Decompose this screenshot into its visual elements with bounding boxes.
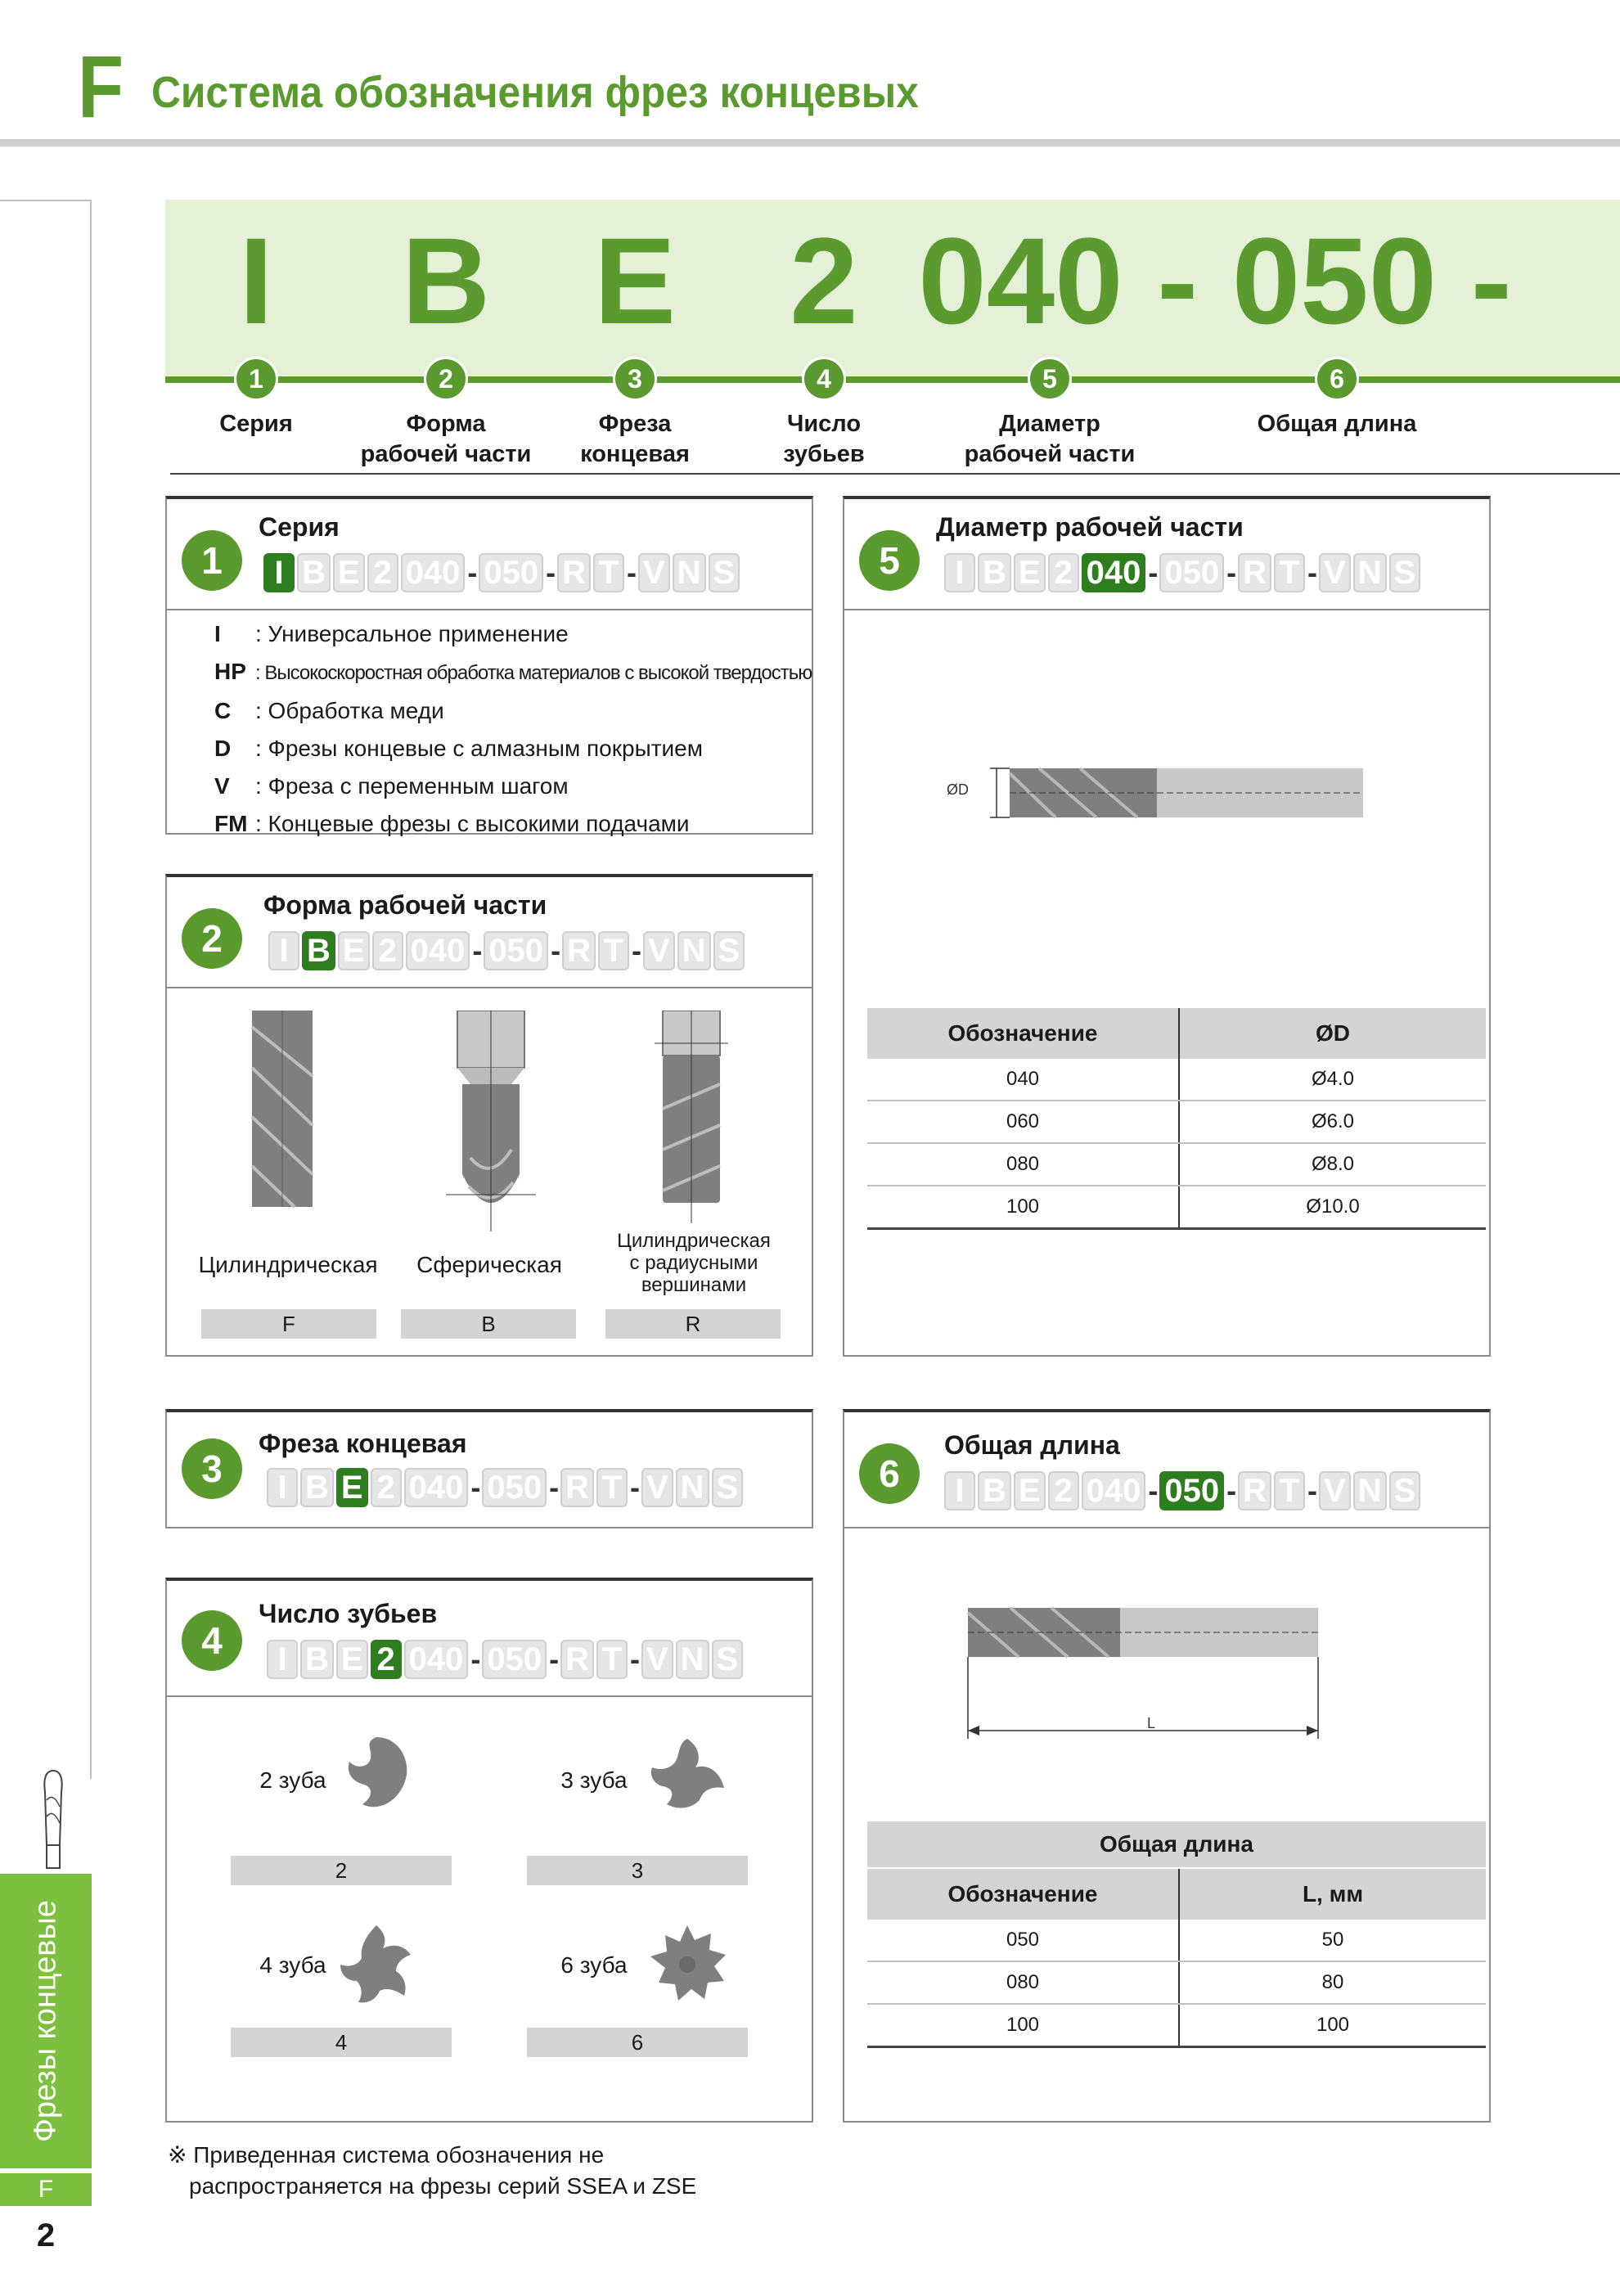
section-header	[167, 499, 812, 610]
code-chip: R	[560, 1468, 594, 1507]
code-segment-shape: B	[401, 212, 491, 349]
six-flute-icon	[642, 1919, 732, 2009]
flute-code-6: 6	[527, 2028, 748, 2057]
code-chip: S	[712, 1468, 744, 1507]
shape-label-cylindrical: Цилиндрическая	[198, 1252, 378, 1277]
page-number: 2	[36, 2217, 56, 2253]
code-chip: 040	[401, 553, 466, 592]
band-bottom-rule	[170, 473, 1620, 475]
section-title: Серия	[259, 512, 340, 542]
code-chip: I	[263, 553, 295, 592]
code-chip: 050	[484, 931, 548, 970]
sidebar-section-letter: F	[0, 2173, 92, 2206]
code-chip: I	[267, 1640, 298, 1679]
cylindrical-tool-icon	[245, 1011, 319, 1215]
code-chip: I	[944, 1471, 975, 1510]
code-chip: 040	[1082, 1471, 1146, 1510]
sidebar-frame	[0, 200, 92, 1779]
code-separator: -	[1226, 1474, 1237, 1507]
section-number: 2	[182, 908, 242, 969]
section-header	[844, 499, 1489, 610]
header-divider	[0, 139, 1620, 146]
position-label-1: Серия	[219, 411, 293, 437]
code-separator: -	[549, 1642, 560, 1676]
list-item: V : Фреза с переменным шагом	[214, 773, 569, 799]
table-row: 080 80	[867, 1961, 1486, 2004]
table-row: 080 Ø8.0	[867, 1143, 1486, 1186]
code-chips	[267, 1638, 745, 1681]
code-chip: 040	[406, 931, 470, 970]
code-chip: S	[1389, 1471, 1421, 1510]
code-chip: T	[1274, 553, 1305, 592]
code-separator: -	[470, 1470, 481, 1504]
table-header: Обозначение	[867, 1868, 1179, 1920]
position-number-1: 1	[234, 357, 278, 401]
code-segment-diameter-length: 040 - 050 -	[918, 212, 1512, 349]
flute-code-3: 3	[527, 1856, 748, 1885]
code-separator: -	[549, 1470, 560, 1504]
code-chip: T	[1274, 1471, 1305, 1510]
code-segment-series: I	[239, 212, 273, 349]
section-title: Число зубьев	[259, 1599, 438, 1628]
length-table	[867, 1867, 1486, 2048]
code-chip: V	[1319, 553, 1351, 592]
section-number: 1	[182, 530, 242, 591]
code-chip: 040	[1082, 553, 1146, 592]
flute-code-4: 4	[231, 2028, 452, 2057]
code-chip: 050	[1159, 1471, 1224, 1510]
diameter-dimension-label: ØD	[947, 781, 969, 798]
shape-code-ball: B	[401, 1309, 576, 1339]
code-chip: N	[1353, 553, 1387, 592]
flute-label-4: 4 зуба	[259, 1952, 326, 1978]
table-row: 100 100	[867, 2004, 1486, 2047]
code-separator: -	[1148, 556, 1159, 589]
list-item: FM : Концевые фрезы с высокими подачами	[214, 811, 690, 836]
code-chip: 2	[1048, 553, 1079, 592]
section-title: Форма рабочей части	[263, 890, 547, 920]
section-tool-type	[165, 1409, 813, 1528]
code-chip: 2	[371, 1468, 402, 1507]
code-chip: I	[268, 931, 299, 970]
sidebar-category-label: Фрезы концевые	[28, 1900, 63, 2142]
diameter-tool-drawing	[941, 757, 1375, 831]
code-segment-flutes: 2	[790, 212, 858, 349]
code-separator: -	[551, 934, 561, 967]
shape-code-cylindrical: F	[201, 1309, 376, 1339]
list-item: D : Фрезы концевые с алмазным покрытием	[214, 736, 703, 761]
footnote: ※ Приведенная система обозначения не распространяется на фрезы серий SSEA и ZSE	[168, 2142, 697, 2199]
code-chip: E	[333, 553, 365, 592]
code-chips	[944, 551, 1423, 594]
code-separator: -	[626, 556, 637, 589]
code-chip: N	[676, 1468, 709, 1507]
corner-radius-tool-icon	[655, 1011, 728, 1223]
end-mill-icon	[37, 1767, 70, 1870]
flute-label-3: 3 зуба	[560, 1767, 628, 1793]
position-label-2: Форма рабочей части	[360, 411, 532, 467]
code-chip: B	[978, 1471, 1011, 1510]
code-separator: -	[1307, 556, 1317, 589]
position-label-3: Фреза концевая	[580, 411, 690, 467]
code-separator: -	[629, 1470, 640, 1504]
code-separator: -	[470, 1642, 481, 1676]
code-chip: S	[712, 1640, 744, 1679]
list-item: C : Обработка меди	[214, 698, 444, 723]
two-flute-icon	[340, 1731, 413, 1821]
four-flute-icon	[335, 1919, 417, 2009]
code-chip: N	[673, 553, 706, 592]
code-chip: I	[944, 553, 975, 592]
code-segment-type: E	[593, 212, 677, 349]
code-chip: B	[300, 1468, 334, 1507]
flute-label-6: 6 зуба	[560, 1952, 628, 1978]
code-chip: N	[1353, 1471, 1387, 1510]
footnote-symbol: ※	[168, 2142, 187, 2168]
section-number: 6	[859, 1443, 920, 1504]
section-header	[844, 1412, 1489, 1528]
section-letter: F	[78, 37, 124, 136]
code-separator: -	[631, 934, 641, 967]
position-label-6: Общая длина	[1257, 411, 1417, 437]
code-chip: 2	[1048, 1471, 1079, 1510]
position-number-2: 2	[424, 357, 468, 401]
code-chip: 050	[482, 1468, 547, 1507]
code-chip: E	[1014, 553, 1046, 592]
code-chip: I	[267, 1468, 298, 1507]
ball-tool-icon	[446, 1011, 536, 1231]
code-chip: T	[596, 1640, 628, 1679]
code-chip: T	[596, 1468, 628, 1507]
code-chip: R	[562, 931, 596, 970]
section-header	[167, 1581, 812, 1697]
section-title: Общая длина	[944, 1430, 1120, 1460]
position-label-4: Число зубьев	[783, 411, 865, 467]
shape-label-ball: Сферическая	[416, 1252, 562, 1277]
section-title: Диаметр рабочей части	[936, 512, 1244, 542]
code-chip: E	[1014, 1471, 1046, 1510]
code-chip: N	[677, 931, 711, 970]
code-chip: 050	[479, 553, 543, 592]
page-title: Система обозначения фрез концевых	[151, 68, 919, 117]
table-header: Обозначение	[867, 1008, 1179, 1059]
code-chip: B	[302, 931, 335, 970]
list-item: I : Универсальное применение	[214, 621, 569, 646]
length-dimension-label: L	[1147, 1715, 1156, 1731]
code-chip: V	[638, 553, 670, 592]
position-label-5: Диаметр рабочей части	[964, 411, 1136, 467]
code-chip: 2	[367, 553, 398, 592]
position-number-3: 3	[613, 357, 657, 401]
code-chip: R	[1238, 553, 1271, 592]
shape-code-corner-radius: R	[605, 1309, 781, 1339]
shape-label-corner-radius: Цилиндрическая с радиусными вершинами	[617, 1230, 771, 1296]
code-separator: -	[1307, 1474, 1317, 1507]
code-chip: V	[643, 931, 675, 970]
length-tool-drawing	[961, 1600, 1330, 1747]
code-chip: R	[557, 553, 591, 592]
flute-code-2: 2	[231, 1856, 452, 1885]
code-separator: -	[629, 1642, 640, 1676]
length-table-caption: Общая длина	[867, 1821, 1486, 1867]
code-chip: N	[676, 1640, 709, 1679]
code-chip: 040	[404, 1640, 469, 1679]
table-row: 060 Ø6.0	[867, 1101, 1486, 1143]
code-chip: B	[978, 553, 1011, 592]
code-chip: V	[641, 1468, 673, 1507]
section-number: 4	[182, 1610, 242, 1671]
position-number-6: 6	[1315, 357, 1359, 401]
code-chip: E	[338, 931, 370, 970]
code-separator: -	[546, 556, 556, 589]
code-separator: -	[472, 934, 483, 967]
code-chip: 050	[482, 1640, 547, 1679]
code-chip: E	[336, 1468, 368, 1507]
section-header	[167, 877, 812, 988]
code-chip: V	[641, 1640, 673, 1679]
position-number-5: 5	[1028, 357, 1072, 401]
code-chip: S	[713, 931, 745, 970]
code-chips	[944, 1470, 1423, 1512]
code-chip: T	[598, 931, 629, 970]
three-flute-icon	[642, 1731, 732, 1821]
code-chip: S	[709, 553, 740, 592]
code-chip: R	[560, 1640, 594, 1679]
table-row: 050 50	[867, 1920, 1486, 1961]
code-band-line	[165, 376, 1620, 383]
code-chip: 050	[1159, 553, 1224, 592]
code-chips	[268, 930, 747, 972]
code-chip: E	[336, 1640, 368, 1679]
code-separator: -	[1226, 556, 1237, 589]
flute-label-2: 2 зуба	[259, 1767, 326, 1793]
code-chip: T	[593, 553, 624, 592]
code-separator: -	[467, 556, 478, 589]
table-row: 040 Ø4.0	[867, 1059, 1486, 1101]
list-item: HP : Высокоскоростная обработка материалов с высокой твердостью	[214, 659, 812, 684]
code-chip: B	[300, 1640, 334, 1679]
table-header: ØD	[1179, 1008, 1486, 1059]
code-chip: V	[1319, 1471, 1351, 1510]
code-chip: 2	[371, 1640, 402, 1679]
section-title: Фреза концевая	[259, 1429, 467, 1458]
table-header: L, мм	[1179, 1868, 1486, 1920]
code-chip: B	[297, 553, 331, 592]
series-list	[214, 615, 812, 843]
table-row: 100 Ø10.0	[867, 1186, 1486, 1229]
section-number: 5	[859, 530, 920, 591]
position-number-4: 4	[802, 357, 846, 401]
code-chip: S	[1389, 553, 1421, 592]
code-chip: R	[1238, 1471, 1271, 1510]
code-separator: -	[1148, 1474, 1159, 1507]
code-chip: 040	[404, 1468, 469, 1507]
code-chips	[263, 551, 742, 594]
code-chip: 2	[372, 931, 403, 970]
section-number: 3	[182, 1438, 242, 1499]
diameter-table	[867, 1008, 1486, 1230]
code-chips	[267, 1466, 745, 1509]
